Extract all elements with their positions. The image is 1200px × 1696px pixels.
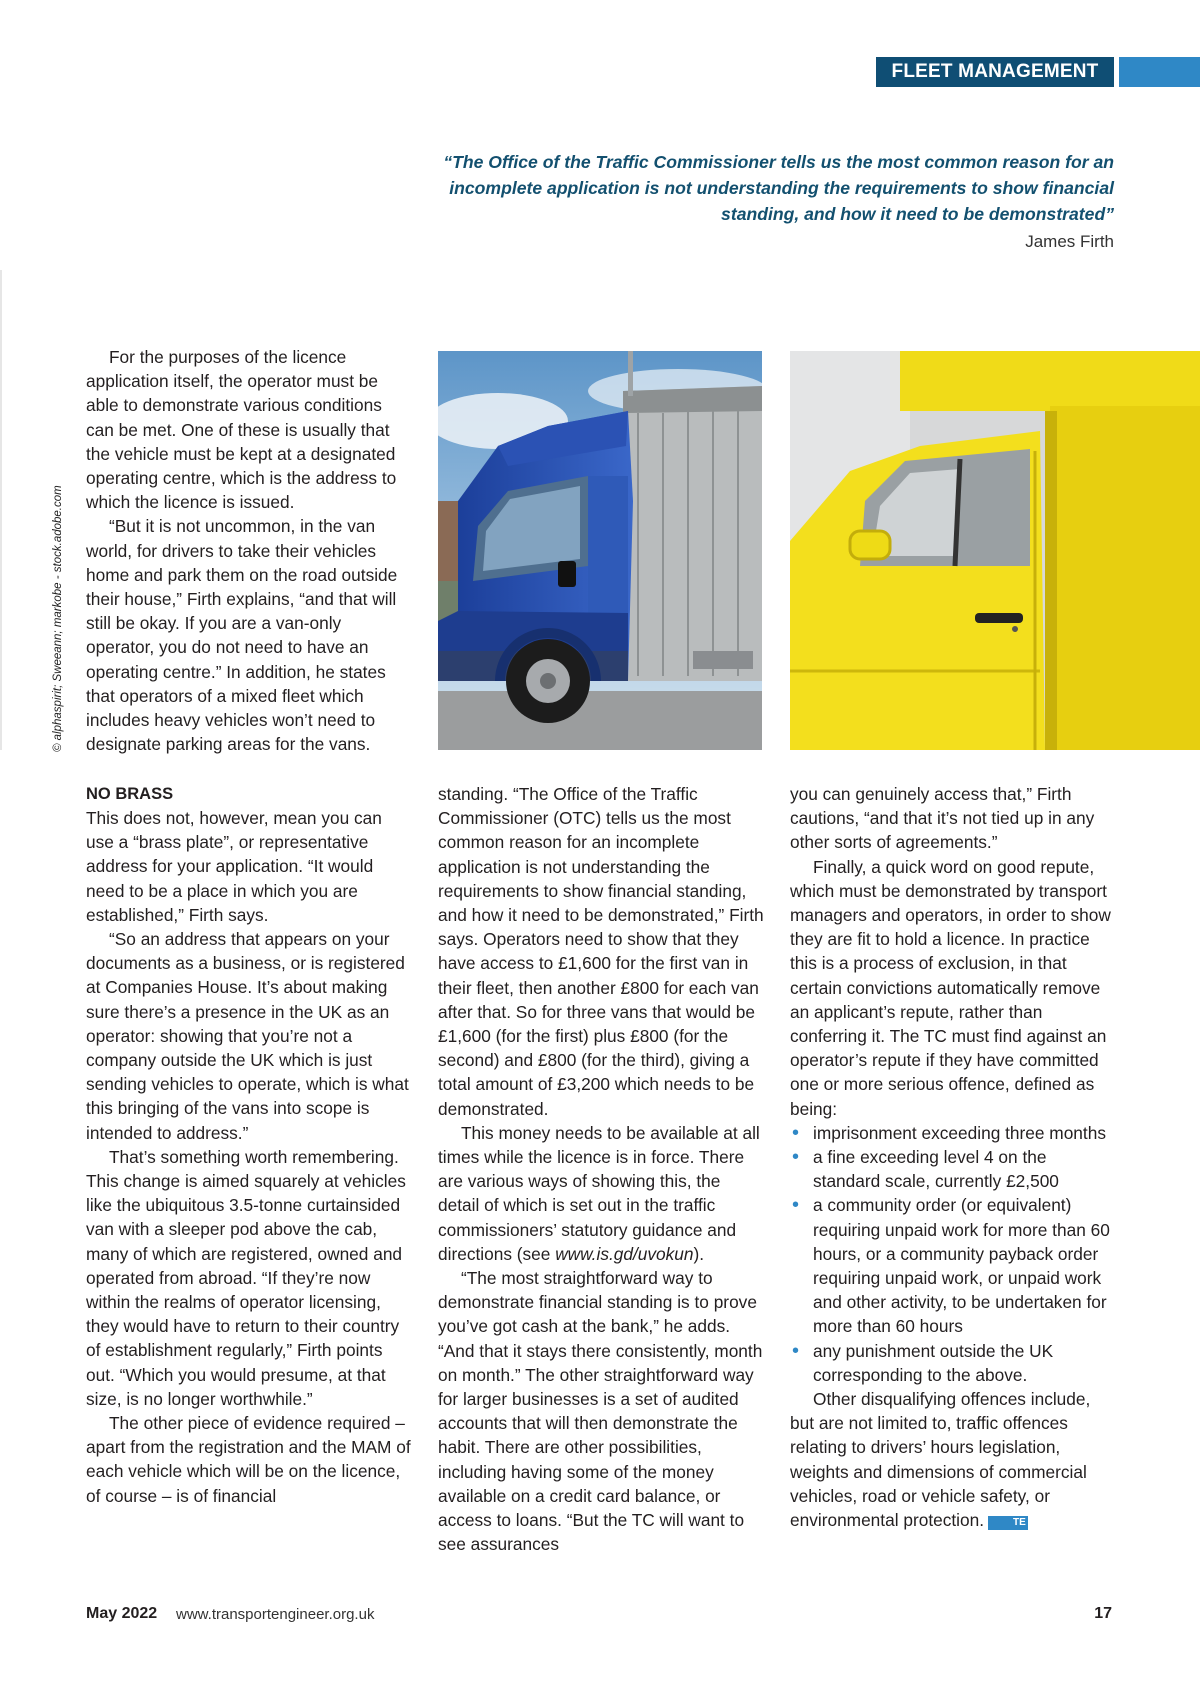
list-item: • a community order (or equivalent) requiring unpaid work for more than 60 hours, or a community payback order requiring unpaid work, or unpaid work and other activity, to be undertaken for more than 60 hours	[790, 1193, 1112, 1338]
body-paragraph: That’s something worth remembering. This change is aimed squarely at vehicles like the ubiquitous 3.5-tonne curtainsided van with a sleeper pod above the cab, many of which are registered, owned and operated from abroad. “If they’re now within the realms of operator licensing, they would have to return to their country of establishment regularly,” Firth points out. “Which you would presume, at that size, is no longer worthwhile.”	[86, 1146, 406, 1409]
guidance-link[interactable]: www.is.gd/uvokun	[555, 1243, 694, 1264]
paragraph-text: ).	[693, 1243, 705, 1264]
body-paragraph	[438, 1121, 764, 1266]
body-paragraph: Finally, a quick word on good repute, which must be demonstrated by transport managers and operators, in order to show they are fit to hold a licence. In practice this is a process of exclusion, in that certain convictions automatically remove an applicant’s repute, rather than conferring it. The TC must find against an operator’s repute if they have committed one or more serious offence, defined as being:	[790, 856, 1111, 1119]
truck-illustration	[438, 351, 762, 750]
van-illustration	[790, 351, 1200, 750]
issue-date: May 2022	[86, 1605, 158, 1622]
article-column-3	[790, 782, 1112, 1532]
list-item: • a fine exceeding level 4 on the standard scale, currently £2,500	[790, 1145, 1112, 1193]
paragraph-text: Other disqualifying offences include, but are not limited to, traffic offences relating to drivers’ hours legislation, weights and dimensions of commercial vehicles, road or vehicle safety, or environmental protection.	[790, 1389, 1091, 1531]
body-paragraph: “So an address that appears on your documents as a business, or is registered at Companies House. It’s about making sure there’s a presence in the UK as an operator: showing that you’re not a company outside the UK which is just sending vehicles to operate, which is what this bringing of the vans into scope is intended to address.”	[86, 929, 409, 1143]
article-column-1	[86, 782, 412, 1508]
section-accent-bar	[1119, 57, 1200, 87]
photo-credit: © alphaspirit; Sweeann; markobe - stock.adobe.com	[52, 485, 64, 752]
body-paragraph	[790, 1387, 1112, 1532]
list-item: • any punishment outside the UK corresponding to the above.	[790, 1339, 1112, 1387]
body-paragraph: “The most straightforward way to demonstrate financial standing is to prove you’ve got cash at the bank,” he adds. “And that it stays there consistently, month on month.” The other straightforward way for larger businesses is a set of audited accounts that will then demonstrate the habit. There are other possibilities, including having some of the money available on a credit card balance, or access to loans. “But the TC will want to see assurances	[438, 1268, 763, 1555]
intro-paragraph: “But it is not uncommon, in the van world, for drivers to take their vehicles home and park them on the road outside their house,” Firth explains, “and that will still be okay. If you are a van-only operator, you do not need to have an operating centre.” In addition, he states that operators of a mixed fleet which includes heavy vehicles won’t need to designate parking areas for the vans.	[86, 516, 398, 755]
pull-quote-author: James Firth	[1025, 232, 1114, 251]
body-paragraph: you can genuinely access that,” Firth cautions, “and that it’s not tied up in any other sorts of agreements.”	[790, 784, 1095, 853]
list-item: • imprisonment exceeding three months	[790, 1121, 1112, 1145]
page-edge-rule	[0, 270, 2, 750]
pull-quote: “The Office of the Traffic Commissioner tells us the most common reason for an incomplete application is not understanding the requirements to show financial standing, and how it need to be demonstrated”	[443, 152, 1114, 224]
body-paragraph: standing. “The Office of the Traffic Commissioner (OTC) tells us the most common reason for an incomplete application is not understanding the requirements to show financial standing, and how it need to be demonstrated,” Firth says. Operators need to show that they have access to £1,600 for the first van in their fleet, then another £800 for each van after that. So for three vans that would be £1,600 (for the first) plus £800 (for the second) and £800 (for the third), giving a total amount of £3,200 which needs to be demonstrated.	[438, 784, 764, 1119]
body-paragraph: The other piece of evidence required – apart from the registration and the MAM of each vehicle which will be on the licence, of course – is of financial	[86, 1413, 411, 1506]
website-url: www.transportengineer.org.uk	[176, 1606, 375, 1623]
paragraph-text: This money needs to be available at all times while the licence is in force. There are various ways of showing this, the detail of which is set out in the traffic commissioners’ statutory guidance and directions (see	[438, 1122, 760, 1264]
offence-list	[790, 1121, 1112, 1387]
section-label: FLEET MANAGEMENT	[876, 57, 1114, 87]
article-column-2	[438, 782, 764, 1557]
blue-truck-photo	[438, 351, 762, 750]
body-paragraph: This does not, however, mean you can use a “brass plate”, or representative address for your application. “It would need to be a place in which you are established,” Firth says.	[86, 808, 382, 925]
yellow-van-photo	[790, 351, 1200, 750]
intro-column	[86, 345, 412, 756]
end-mark-icon: TE	[988, 1516, 1028, 1530]
intro-paragraph: For the purposes of the licence application itself, the operator must be able to demonstrate various conditions can be met. One of these is usually that the vehicle must be kept at a designated operating centre, which is the address to which the licence is issued.	[86, 347, 397, 513]
section-heading: NO BRASS	[86, 785, 174, 803]
page-number: 17	[1094, 1605, 1112, 1622]
